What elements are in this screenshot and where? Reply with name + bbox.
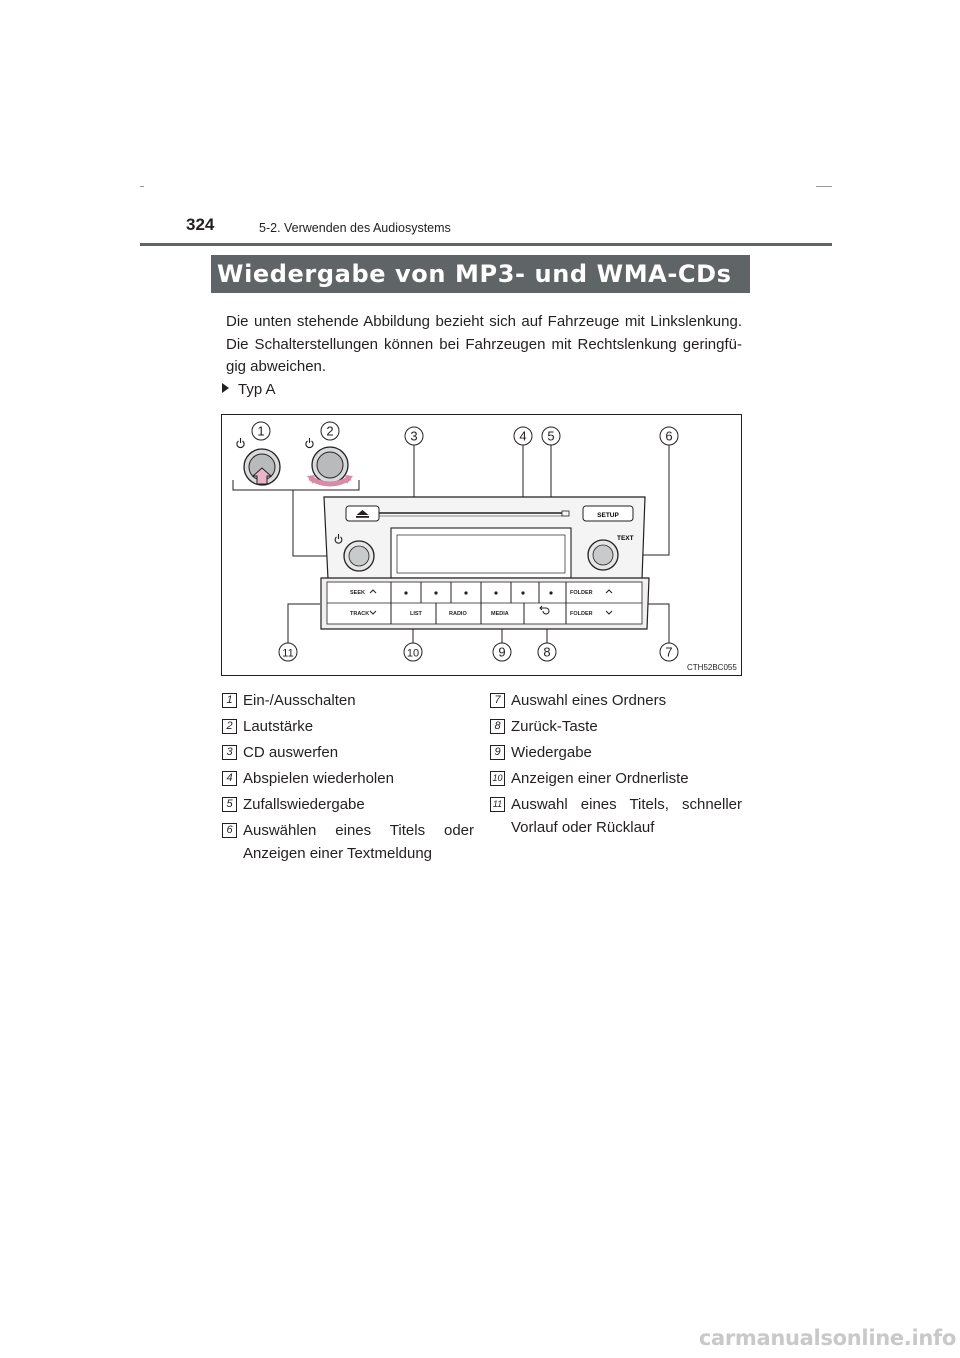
section-title: Wiedergabe von MP3- und WMA-CDs (211, 255, 750, 293)
callout-5 (542, 427, 560, 445)
legend-label: Auswahl eines Ordners (511, 692, 667, 709)
svg-text:FOLDER: FOLDER (570, 611, 593, 617)
variant-label (222, 381, 276, 398)
callout-3 (405, 427, 423, 445)
legend-number: 3 (222, 745, 237, 760)
svg-text:LIST: LIST (410, 611, 422, 617)
figure-code: CTH52BC055 (687, 663, 737, 672)
legend-item (222, 820, 474, 865)
svg-text:RADIO: RADIO (449, 611, 467, 617)
callout-10 (404, 643, 422, 661)
svg-text:TEXT: TEXT (617, 535, 634, 542)
legend-item (222, 794, 474, 817)
legend-label: CD auswerfen (243, 744, 339, 761)
legend-item (490, 794, 742, 839)
legend-item (490, 742, 742, 765)
legend-label: Auswahl eines Titels, schneller Vorlauf oder Rücklauf (511, 796, 742, 836)
legend-label: Ein-/Ausschalten (243, 692, 356, 709)
audio-panel-figure (221, 414, 742, 676)
legend-item (490, 768, 742, 791)
legend-right (490, 690, 742, 843)
legend-number: 11 (490, 797, 505, 812)
intro-paragraph: Die unten stehende Abbildung bezieht sich auf Fahrzeuge mit Linkslenkung. Die Schalterstellungen können bei Fahrzeugen mit Rechtslenkung geringfü-gig abweichen. (226, 313, 742, 375)
svg-text:6: 6 (665, 428, 673, 444)
callout-2 (321, 422, 339, 440)
legend-label: Zurück-Taste (511, 718, 598, 735)
legend-item (490, 690, 742, 713)
svg-text:MEDIA: MEDIA (491, 611, 509, 617)
crop-mark-left (140, 186, 144, 187)
legend-item (222, 716, 474, 739)
callout-9 (493, 643, 511, 661)
audio-panel (321, 497, 649, 629)
crop-mark-right (816, 186, 832, 187)
legend-label: Auswählen eines Titels oder Anzeigen einer Textmeldung (243, 822, 474, 862)
legend-number: 9 (490, 745, 505, 760)
legend-item (222, 690, 474, 713)
svg-text:11: 11 (282, 647, 294, 660)
svg-text:TRACK: TRACK (350, 611, 370, 617)
svg-text:SEEK: SEEK (350, 590, 365, 596)
legend-label: Abspielen wiederholen (243, 770, 394, 787)
legend-item (222, 768, 474, 791)
watermark: carmanualsonline.info (698, 1326, 956, 1350)
svg-text:3: 3 (410, 428, 418, 444)
callout-6 (660, 427, 678, 445)
page-number: 324 (186, 215, 215, 234)
svg-text:2: 2 (326, 423, 334, 439)
callout-7 (660, 643, 678, 661)
legend-number: 5 (222, 797, 237, 812)
svg-text:4: 4 (519, 428, 527, 444)
legend-number: 8 (490, 719, 505, 734)
legend-label: Anzeigen einer Ordnerliste (511, 770, 689, 787)
svg-text:FOLDER: FOLDER (570, 590, 593, 596)
legend-item (222, 742, 474, 765)
header-rule (140, 243, 832, 246)
svg-text:10: 10 (406, 647, 420, 660)
svg-text:SETUP: SETUP (597, 512, 619, 519)
triangle-bullet-icon (222, 383, 229, 393)
breadcrumb: 5-2. Verwenden des Audiosystems (259, 221, 451, 235)
legend-label: Zufallswiedergabe (243, 796, 365, 813)
svg-text:1: 1 (257, 423, 265, 439)
variant-text: Typ A (238, 381, 276, 398)
legend-label: Lautstärke (243, 718, 314, 735)
svg-text:7: 7 (665, 644, 673, 660)
legend-number: 1 (222, 693, 237, 708)
svg-text:5: 5 (547, 428, 555, 444)
legend-number: 7 (490, 693, 505, 708)
legend-left (222, 690, 474, 869)
svg-text:9: 9 (498, 644, 506, 660)
callout-11 (279, 643, 297, 661)
legend-number: 2 (222, 719, 237, 734)
callout-1 (252, 422, 270, 440)
svg-text:8: 8 (543, 644, 551, 660)
legend-number: 6 (222, 823, 237, 838)
callout-8 (538, 643, 556, 661)
legend-item (490, 716, 742, 739)
legend-number: 10 (490, 771, 505, 786)
legend-number: 4 (222, 771, 237, 786)
legend-label: Wiedergabe (511, 744, 592, 761)
callout-4 (514, 427, 532, 445)
